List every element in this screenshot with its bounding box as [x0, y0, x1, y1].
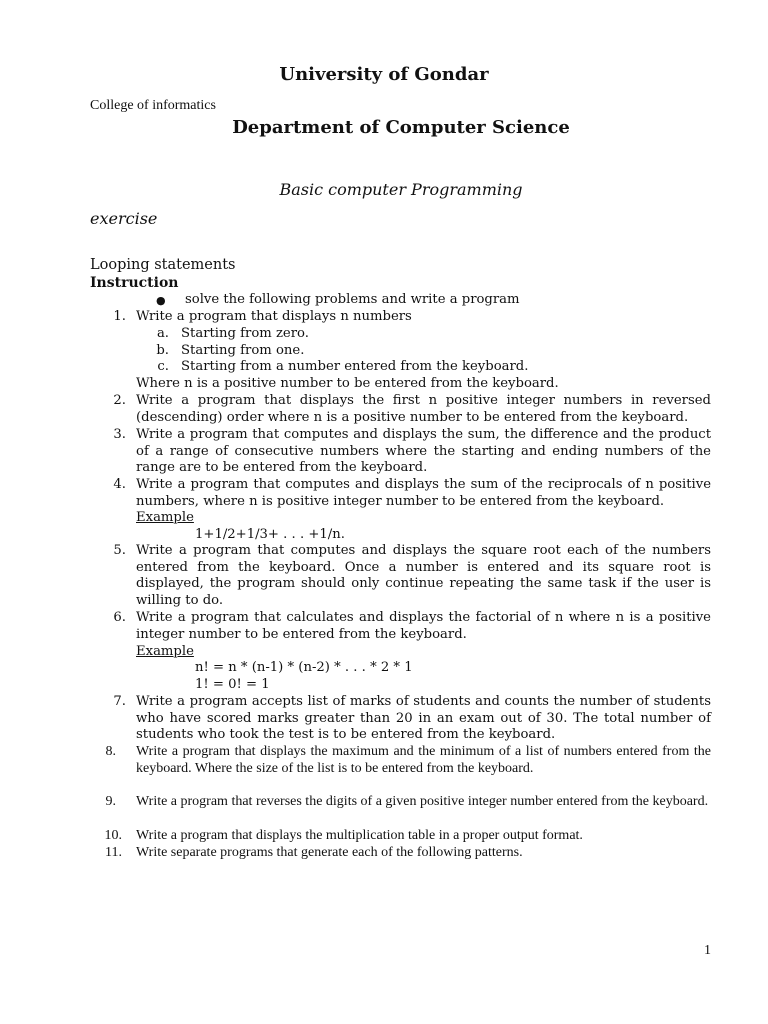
instruction-text: solve the following problems and write a program: [185, 292, 520, 307]
problem-1c-text: Starting from a number entered from the keyboard.: [181, 359, 529, 374]
problem-4-text: Write a program that computes and displays the sum of the reciprocals of n positive numbers, where n is positive integer number to be entered from the keyboard.: [136, 477, 711, 509]
problem-4-number: 4.: [113, 477, 126, 492]
page-number: 1: [704, 943, 711, 958]
problem-1b-marker: b.: [156, 343, 169, 358]
problem-3-number: 3.: [113, 427, 126, 442]
course-title: Basic computer Programming: [279, 180, 523, 199]
problem-5-number: 5.: [113, 543, 126, 558]
document-type: exercise: [90, 209, 158, 228]
problem-1b-text: Starting from one.: [181, 343, 305, 358]
problem-3-text: Write a program that computes and displays the sum, the difference and the product of a range of consecutive numbers where the starting and ending numbers of the range are to be entered from the keyboard.: [136, 427, 711, 476]
problem-1-text: Write a program that displays n numbers: [136, 309, 412, 324]
problem-5-text: Write a program that computes and displays the square root each of the numbers entered from the keyboard. Once a number is entered and its square root is displayed, the program should only continue repeating the same task if the user is willing to do.: [136, 543, 711, 609]
problem-6-text: Write a program that calculates and displays the factorial of n where n is a positive integer number to be entered from the keyboard.: [136, 610, 711, 642]
university-title: University of Gondar: [279, 64, 489, 85]
problem-1a-text: Starting from zero.: [181, 326, 309, 341]
department-title: Department of Computer Science: [232, 117, 570, 138]
problem-6-number: 6.: [113, 610, 126, 625]
problem-8-text: Write a program that displays the maximum and the minimum of a list of numbers entered from the keyboard. Where the size of the list is to be entered from the keyboard.: [136, 744, 711, 776]
problem-6-example-1: n! = n * (n-1) * (n-2) * . . . * 2 * 1: [195, 660, 413, 675]
problem-11-text: Write separate programs that generate each of the following patterns.: [136, 845, 523, 860]
problem-2-number: 2.: [113, 393, 126, 408]
problem-1-number: 1.: [113, 309, 126, 324]
section-topic: Looping statements: [90, 257, 236, 273]
college-name: College of informatics: [90, 98, 216, 113]
problem-4-example: 1+1/2+1/3+ . . . +1/n.: [195, 527, 345, 542]
problem-2-text: Write a program that displays the first n positive integer numbers in reversed (descending) order where n is a positive number to be entered from the keyboard.: [136, 393, 711, 425]
instruction-label: Instruction: [90, 275, 179, 291]
problem-1a-marker: a.: [156, 326, 169, 341]
problem-6-example-label: Example: [136, 644, 194, 659]
problem-7-text: Write a program accepts list of marks of students and counts the number of students who have scored marks greater than 20 in an exam out of 30. The total number of students who took the test is to be entered from the keyboard.: [136, 694, 711, 743]
problem-9-text: Write a program that reverses the digits of a given positive integer number entered from the keyboard.: [136, 794, 709, 809]
problem-9-number: 9.: [105, 794, 116, 809]
problem-1c-marker: c.: [157, 359, 169, 374]
problem-7-number: 7.: [113, 694, 126, 709]
problem-10-text: Write a program that displays the multiplication table in a proper output format.: [136, 828, 583, 843]
bullet-icon: ●: [156, 294, 166, 307]
problem-6-example-2: 1! = 0! = 1: [195, 677, 270, 692]
problem-4-example-label: Example: [136, 510, 194, 525]
problem-10-number: 10.: [104, 828, 122, 843]
problem-8-number: 8.: [105, 744, 116, 759]
problem-11-number: 11.: [105, 845, 122, 860]
problem-1-note: Where n is a positive number to be entered from the keyboard.: [136, 376, 559, 391]
